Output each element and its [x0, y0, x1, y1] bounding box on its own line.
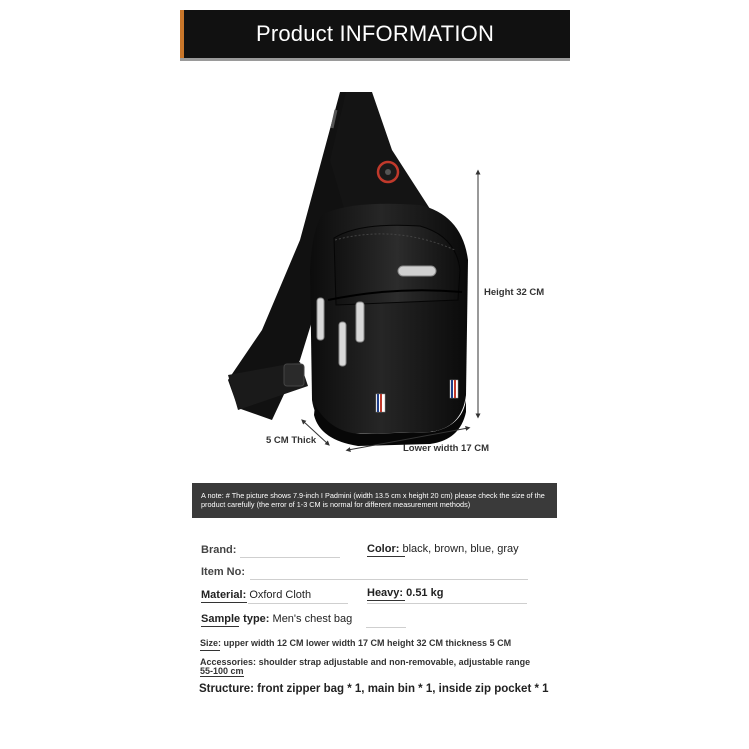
heavy-value: 0.51 kg — [406, 587, 444, 599]
color-underline — [367, 556, 405, 557]
material-underline — [201, 602, 247, 603]
item-no-line — [250, 579, 528, 580]
size-value: upper width 12 CM lower width 17 CM height 32 CM thickness 5 CM — [223, 638, 512, 648]
front-pocket — [334, 225, 460, 305]
color-label: Color: — [367, 543, 400, 555]
heavy-label: Heavy: — [367, 587, 404, 599]
heavy-underline — [367, 600, 405, 601]
spec-brand — [201, 544, 236, 556]
sample-underline — [201, 626, 239, 627]
note-text: A note: # The picture shows 7.9-inch I Padmini (width 13.5 cm x height 20 cm) please check the size of the product carefully (the error of 1-3 CM is normal for different measurement methods) — [201, 491, 545, 509]
sample-type-value: Men's chest bag — [272, 613, 353, 625]
spec-sample-type — [201, 613, 352, 625]
spec-material — [201, 589, 311, 601]
spec-structure — [199, 683, 549, 695]
spec-size — [200, 638, 511, 648]
size-underline — [200, 650, 220, 651]
height-label: Height 32 CM — [484, 287, 545, 298]
page-title: Product INFORMATION — [255, 21, 495, 46]
sample-line — [366, 627, 406, 628]
logo-plate — [398, 266, 436, 276]
heavy-line — [367, 603, 527, 604]
spec-heavy — [367, 587, 443, 599]
size-label: Size: — [200, 638, 222, 648]
thick-label: 5 CM Thick — [266, 435, 317, 446]
structure-label: Structure: — [199, 683, 254, 695]
accessories-underline — [200, 676, 244, 677]
material-value: Oxford Cloth — [249, 589, 312, 601]
material-label: Material: — [201, 589, 247, 601]
color-value: black, brown, blue, gray — [402, 543, 519, 555]
brand-label: Brand: — [201, 544, 237, 556]
measurement-note — [192, 483, 557, 518]
accessories-label: Accessories: — [200, 657, 257, 667]
spec-accessories-range — [200, 666, 244, 676]
spec-item-no — [201, 566, 245, 578]
bag-upper-body — [330, 92, 432, 212]
brand-line — [240, 557, 340, 558]
material-line — [248, 603, 348, 604]
spec-color — [367, 543, 519, 555]
structure-value: front zipper bag * 1, main bin * 1, inside zip pocket * 1 — [257, 683, 549, 695]
spec-accessories — [200, 657, 530, 667]
lower-width-label: Lower width 17 CM — [403, 443, 490, 454]
item-no-label: Item No: — [201, 566, 245, 578]
sample-type-label: Sample type: — [201, 613, 270, 625]
accessories-value: shoulder strap adjustable and non-removable, adjustable range — [258, 657, 531, 667]
accessories-value2: 55-100 cm — [200, 666, 244, 676]
